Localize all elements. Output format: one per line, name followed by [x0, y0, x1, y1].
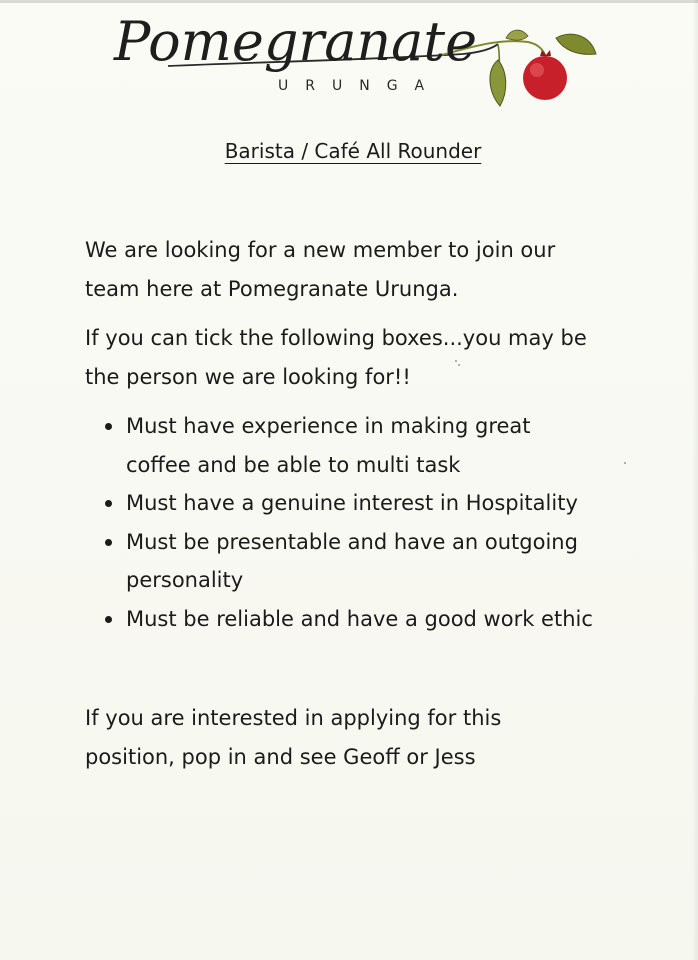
bullet-icon	[105, 616, 112, 623]
scan-edge	[0, 0, 698, 3]
list-item-line: Must have experience in making great	[126, 414, 531, 438]
requirements-list	[104, 407, 644, 638]
list-item	[104, 407, 644, 484]
prompt-line: If you can tick the following boxes...you may be	[85, 326, 587, 350]
scan-speck	[458, 364, 460, 366]
scan-speck	[624, 462, 626, 464]
prompt-paragraph	[85, 319, 645, 397]
closing-paragraph	[85, 699, 645, 777]
list-item-line: Must be presentable and have an outgoing	[126, 529, 578, 554]
list-item-line: coffee and be able to multi task	[126, 452, 461, 477]
list-item-line: Must be reliable and have a good work ethic	[126, 606, 593, 631]
intro-line: We are looking for a new member to join our	[85, 238, 556, 262]
pomegranate-logo	[108, 8, 608, 112]
prompt-line: the person we are looking for!!	[85, 365, 411, 389]
job-title-heading	[0, 139, 698, 163]
list-item	[104, 484, 644, 523]
bullet-icon	[105, 539, 112, 546]
list-item-line: Must have a genuine interest in Hospitality	[126, 491, 578, 515]
bullet-icon	[105, 500, 112, 507]
job-title-text: Barista / Café All Rounder	[224, 139, 482, 163]
logo-location: URUNGA	[278, 78, 442, 94]
bullet-icon	[105, 423, 112, 430]
logo-wordmark: Pomegranate	[114, 10, 478, 73]
list-item	[104, 600, 644, 639]
intro-paragraph	[85, 231, 645, 309]
list-item	[104, 523, 644, 600]
scan-speck	[455, 360, 457, 362]
list-item-line: personality	[126, 568, 244, 592]
closing-line: position, pop in and see Geoff or Jess	[85, 745, 476, 769]
closing-line: If you are interested in applying for this	[85, 706, 502, 730]
intro-line: team here at Pomegranate Urunga.	[85, 277, 459, 301]
